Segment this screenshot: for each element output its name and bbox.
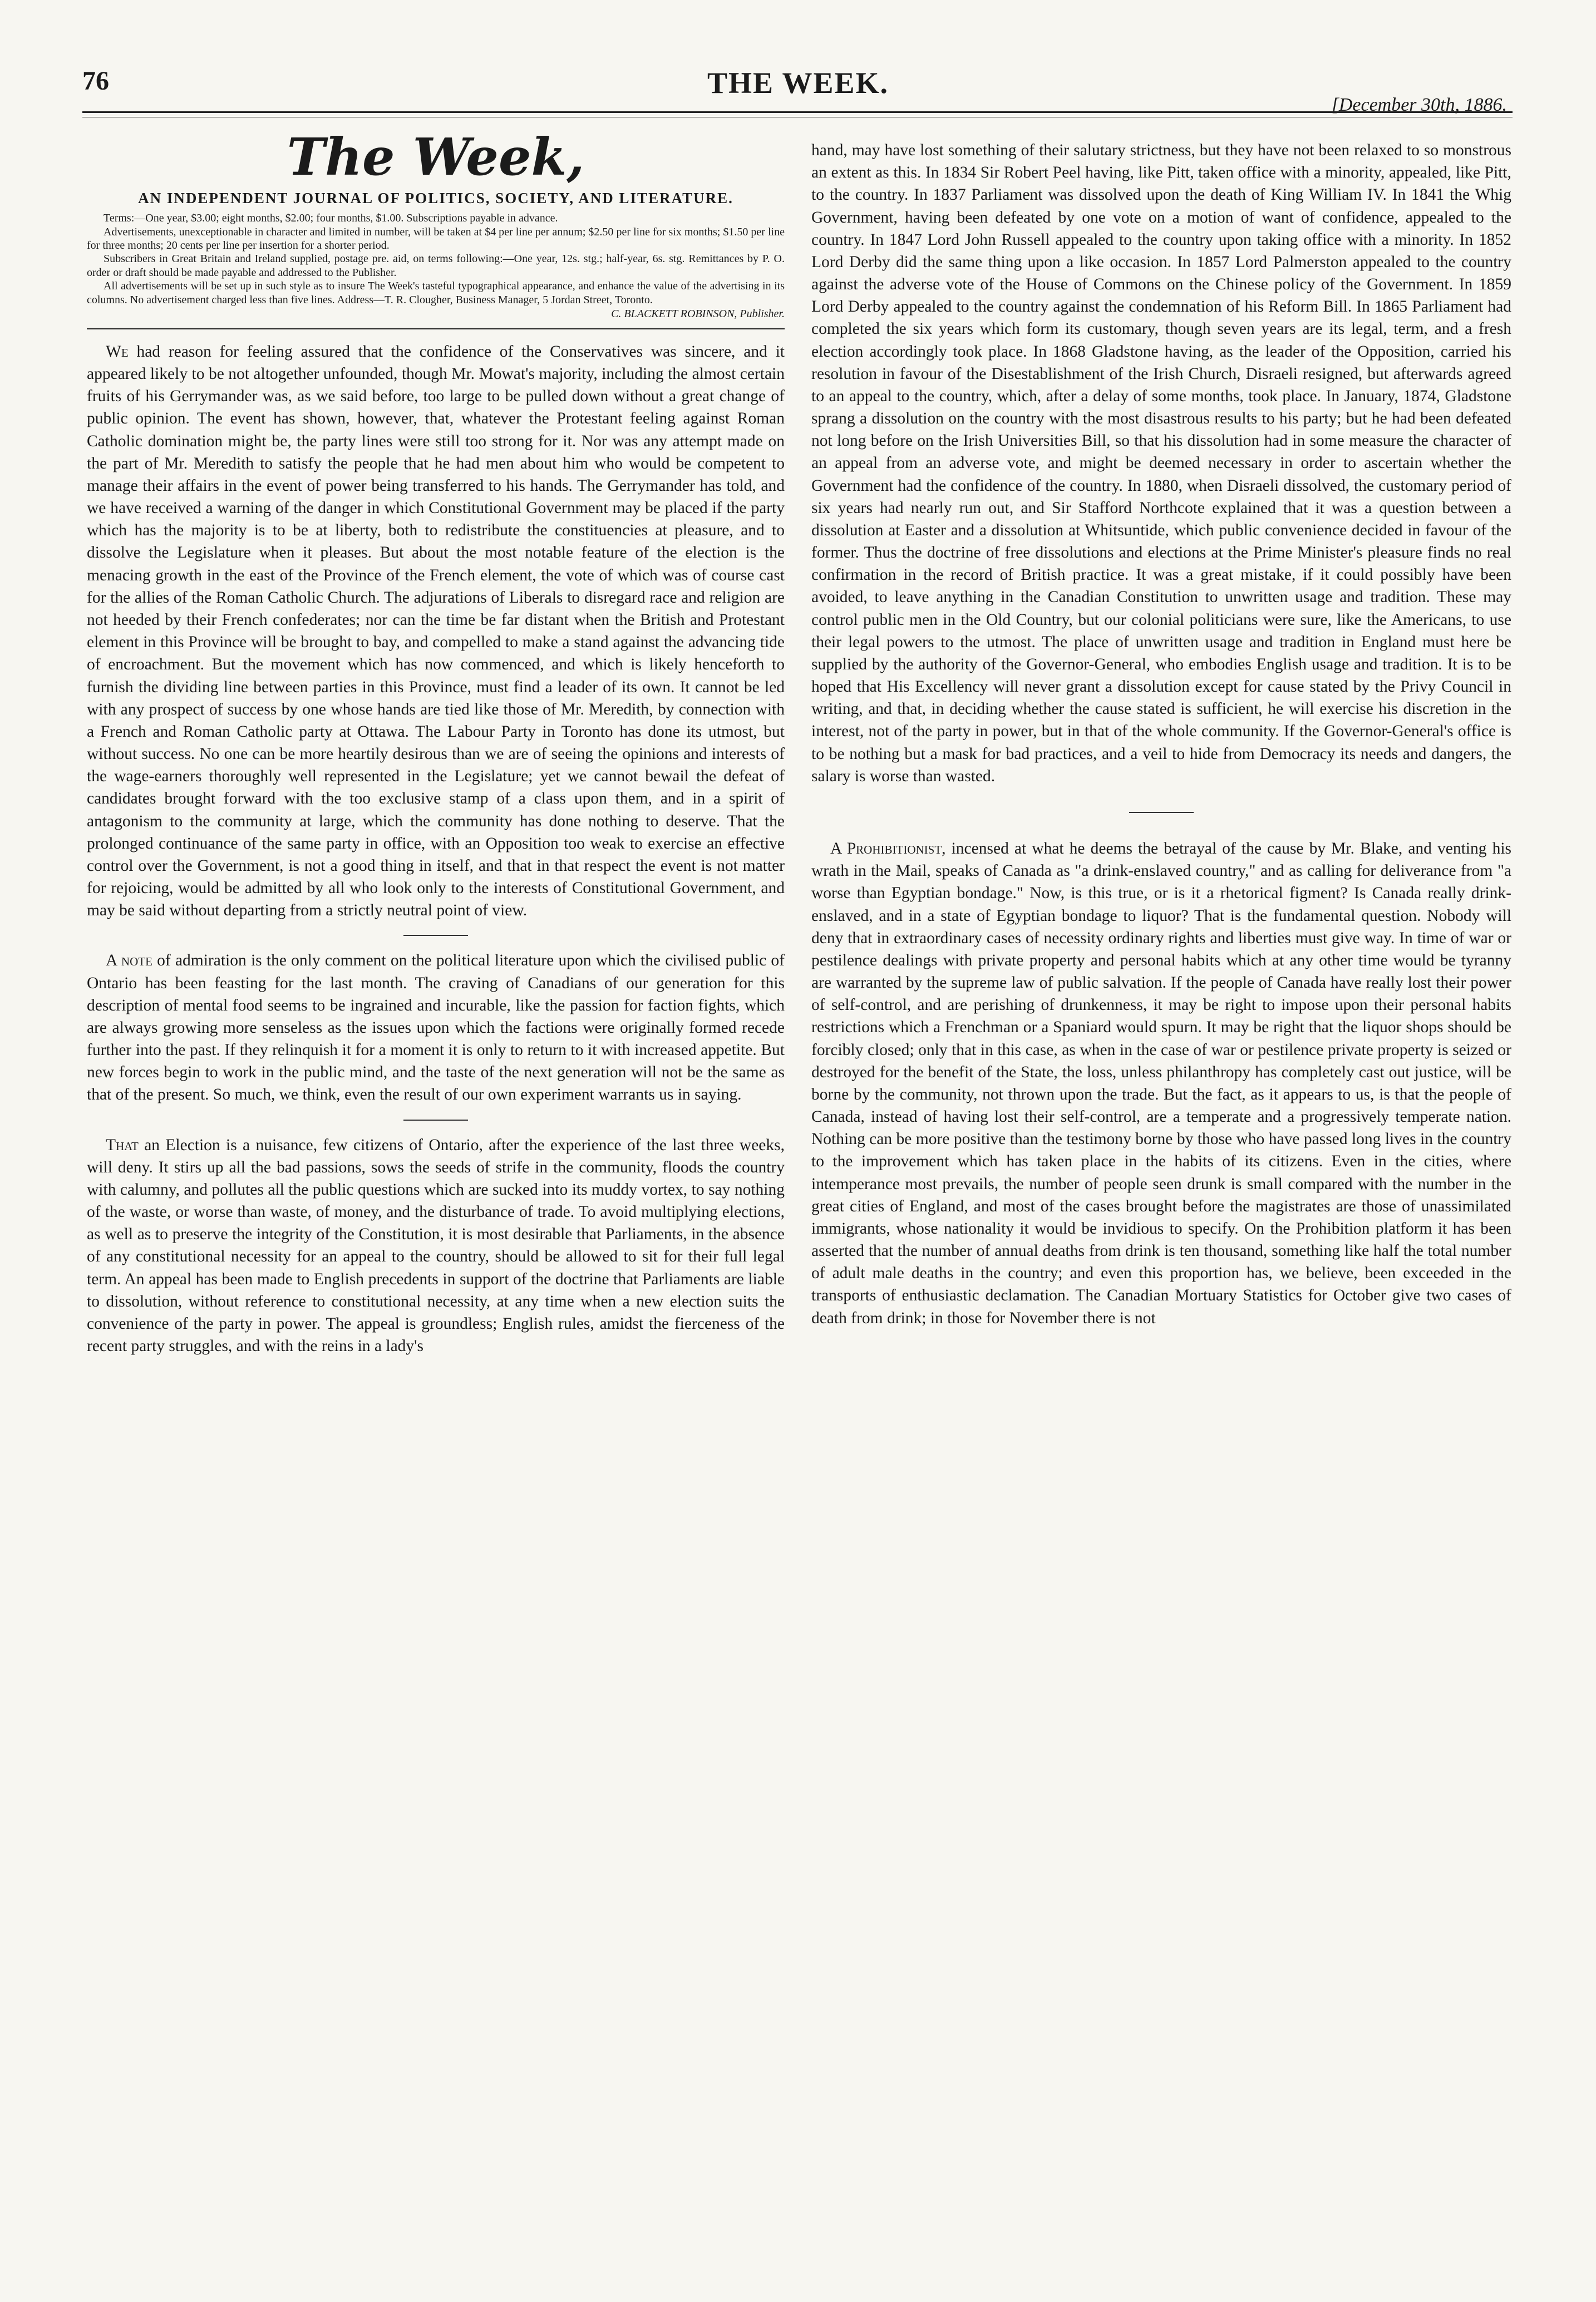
masthead-subtitle: AN INDEPENDENT JOURNAL OF POLITICS, SOCIETY, AND LITERATURE. (138, 190, 733, 207)
masthead-title: The Week, (287, 127, 585, 187)
article-conservatives (87, 341, 785, 921)
section-divider (1129, 812, 1194, 813)
running-title: THE WEEK. (707, 66, 889, 100)
article-text: incensed at what he deems the betrayal of the cause by Mr. Blake, and venting his wrath in the Mail, speaks of Canada as "a drink-enslaved country," and as calling for deliverance from "a worse than Egyptian bondage." Now, is this true, or is it a rhetorical figment? Is Canada really drink-enslaved, and in a state of Egyptian bondage to liquor? That is the fundamental question. Nobody will deny that in extraordinary cases of necessity ordinary rights and liberties must give way. In time of war or pestilence dealings with private property and personal habits which at any other time would be tyranny are warranted by the supreme law of public salvation. If the people of Canada have really lost their power of self-control, and are perishing of drunkenness, it may be right to impose upon their personal habits restrictions which a Frenchman or a Spaniard would spurn. It may be right that the liquor shops should be forcibly closed; only that in this case, as when in the case of war or pestilence private property is seized or destroyed for the benefit of the State, the loss, unless philanthropy has completely cast out justice, will be borne by the community, not thrown upon the trade. But the fact, as it appears to us, is that the people of Canada, instead of having lost their self-control, are a temperate and a progressively temperate nation. Nothing can be more positive than the testimony borne by those who have passed long lives in the country to the improvement which has taken place in the habits of its citizens. Even in the cities, where intemperance most prevails, the number of people seen drunk is small compared with the number in the great cities of England, and most of the cases brought before the magistrates are those of unassimilated immigrants, whose nationality it would be invidious to specify. On the Prohibition platform it has been asserted that the number of annual deaths from drink is ten thousand, something like half the total number of adult male deaths in the country; and even this proportion has, we believe, been exceeded in the transports of enthusiastic declamation. The Canadian Mortuary Statistics for October give two cases of death from drink; in those for November there is not (811, 839, 1511, 1327)
left-column (87, 129, 785, 1357)
issue-date: [December 30th, 1886. (1331, 95, 1507, 115)
lead-word: A Prohibitionist, (830, 839, 946, 857)
article-prohibitionist (811, 837, 1511, 1329)
masthead-rule (87, 328, 785, 329)
lead-word: A note (106, 952, 152, 970)
section-divider (403, 1120, 468, 1121)
terms-style: All advertisements will be set up in such style as to insure The Week's tasteful typographical appearance, and enhance the value of the advertising in its columns. No advertisement charged less than five lines. Address—T. R. Clougher, Business Manager, 5 Jordan Street, Toronto. (87, 280, 785, 306)
terms-great-britain: Subscribers in Great Britain and Ireland supplied, postage pre. aid, on terms following:—One year, 12s. stg.; half-year, 6s. stg. Remittances by P. O. order or draft should be made payable and addressed to the Publisher. (87, 253, 785, 279)
article-text: had reason for feeling assured that the confidence of the Conservatives was sincere, and it appeared likely to be not altogether unfounded, though Mr. Mowat's majority, including the almost certain fruits of his Gerrymander was, as we said before, too large to be pulled down without a great change of public opinion. The event has shown, however, that, whatever the Protestant feeling against Roman Catholic domination might be, the party lines were still too strong for it. Nor was any attempt made on the part of Mr. Meredith to satisfy the people that he had men about him who would be competent to manage their affairs in the event of power being transferred to his hands. The Gerrymander has told, and we have received a warning of the danger in which Constitutional Government may be placed if the party which has the majority is to be at liberty, both to redistribute the constituencies at pleasure, and to dissolve the Legislature when it pleases. But about the most notable feature of the election is the menacing growth in the east of the Province of the French element, the vote of which was of course cast for the allies of the Roman Catholic Church. The adjurations of Liberals to disregard race and religion are not heeded by their French confederates; nor can the time be far distant when the British and Protestant element in this Province will be brought to bay, and compelled to make a stand against the advancing tide of encroachment. But the movement which has now commenced, and which is likely henceforth to furnish the dividing line between parties in this Province, must find a leader of its own. It cannot be led with any prospect of success by one whose hands are tied like those of Mr. Meredith, by connection with a French and Roman Catholic party at Ottawa. The Labour Party in Toronto has done its utmost, but without success. No one can be more heartily desirous than we are of seeing the opinions and interests of the wage-earners thoroughly well represented in the Legislature; yet we cannot bewail the defeat of candidates brought forward with the too exclusive stamp of a class upon them, and in a spirit of antagonism to the community at large, which the community has done nothing to deserve. That the prolonged continuance of the same party in office, with an Opposition too weak to exercise an effective control over the Government, is not a good thing in itself, and that in that respect the event is not matter for rejoicing, would be admitted by all who look only to the interests of Constitutional Government, and may be said without departing from a strictly neutral point of view. (87, 342, 785, 920)
header-rule (82, 111, 1513, 113)
section-divider (403, 935, 468, 936)
publisher-signature: C. BLACKETT ROBINSON, Publisher. (611, 307, 785, 320)
lead-word: We (106, 342, 129, 361)
page-number: 76 (82, 66, 109, 96)
masthead-terms (87, 211, 785, 307)
terms-subscription: Terms:—One year, $3.00; eight months, $2.00; four months, $1.00. Subscriptions payable in advance. (104, 212, 558, 225)
article-election-continued: hand, may have lost something of their salutary strictness, but they have not been relaxed to so monstrous an extent as this. In 1834 Sir Robert Peel having, like Pitt, taken office with a minority, appealed, like Pitt, to the country. In 1837 Parliament was dissolved upon the death of King William IV. In 1841 the Whig Government, having been defeated by one vote on a motion of want of confidence, appealed to the country. In 1847 Lord John Russell appealed to the country upon taking office with a minority. In 1852 Lord Derby did the same thing upon a like occasion. In 1857 Lord Palmerston appealed to the country against the adverse vote of the House of Commons on the Chinese policy of the Government. In 1859 Lord Derby appealed to the country against the condemnation of his Reform Bill. In 1865 Parliament had completed the six years which form its customary, though seven years are its legal, term, and a fresh election accordingly took place. In 1868 Gladstone having, as the leader of the Opposition, carried his resolution in favour of the Disestablishment of the Irish Church, Disraeli resigned, but afterwards agreed to an appeal to the country, which, after a delay of some months, took place. In January, 1874, Gladstone sprang a dissolution on the country with the most disastrous results to his party; but he had been defeated not long before on the Irish Universities Bill, so that his dissolution had in some measure the character of an appeal from an adverse vote, and might be deemed necessary in order to ascertain whether the Government had the confidence of the country. In 1880, when Disraeli dissolved, the customary period of six years had nearly run out, and Sir Stafford Northcote explained that it was a question between a dissolution at Easter and a dissolution at Whitsuntide, which public convenience decided in favour of the former. Thus the doctrine of free dissolutions and elections at the Prime Minister's pleasure finds no real confirmation in the record of British practice. It was a great mistake, if it could possibly have been avoided, to leave anything in the Canadian Constitution to unwritten usage and tradition. These may control public men in the Old Country, but our colonial politicians were sure, like the Americans, to use their legal powers to the utmost. The place of unwritten usage and tradition in England must here be supplied by the authority of the Governor-General, who embodies English usage and tradition. It is to be hoped that His Excellency will never grant a dissolution except for cause stated by the Privy Council in writing, and that, in deciding whether the cause stated is sufficient, he will exercise his discretion in the interest, not of the party in power, but in that of the whole community. If the Governor-General's office is to be nothing but a mask for bad practices, and a veil to hide from Democracy its needs and dangers, the salary is worse than wasted. (811, 141, 1511, 785)
article-text: an Election is a nuisance, few citizens of Ontario, after the experience of the last three weeks, will deny. It stirs up all the bad passions, sows the seeds of strife in the community, floods the country with calumny, and pollutes all the public questions which are sucked into its muddy vortex, to say nothing of the waste, or worse than waste, of money, and the disturbance of trade. To avoid multiplying elections, as well as to preserve the integrity of the Constitution, it is most desirable that Parliaments, in the absence of any constitutional necessity for an appeal to the country, should be allowed to sit for their full legal term. An appeal has been made to English precedents in support of the doctrine that Parliaments are liable to dissolution, without reference to constitutional necessity, at any time when a new election suits the convenience of the party in power. The appeal is groundless; English rules, amidst the fierceness of the recent party struggles, and with the reins in a lady's (87, 1136, 785, 1355)
article-election (87, 1134, 785, 1358)
right-column (811, 139, 1511, 1329)
article-literature (87, 949, 785, 1106)
masthead (87, 129, 785, 321)
article-text: of admiration is the only comment on the political literature upon which the civilised public of Ontario has been feasting for the last month. The craving of Canadians of our generation for this description of mental food seems to be ingrained and incurable, like the passion for faction fights, which are always growing more senseless as the issues upon which the factions were originally formed recede further into the past. If they relinquish it for a moment it is only to return to it with increased appetite. But new forces begin to work in the public mind, and the taste of the next generation will not be the same as that of the present. So much, we think, even the result of our own experiment warrants us in saying. (87, 952, 785, 1104)
lead-word: That (106, 1136, 139, 1154)
terms-advertisements: Advertisements, unexceptionable in character and limited in number, will be taken at $4 per line per annum; $2.50 per line for six months; $1.50 per line for three months; 20 cents per line per insertion for a shorter period. (87, 225, 785, 252)
